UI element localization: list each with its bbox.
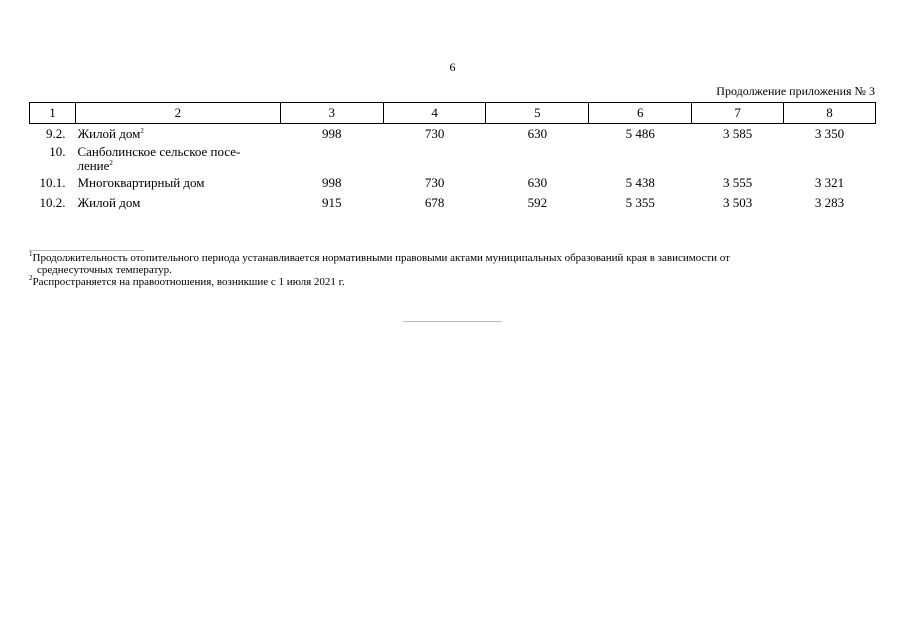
column-header: 5 <box>486 103 589 124</box>
column-header: 8 <box>784 103 876 124</box>
footnote-ref: 2 <box>140 127 144 135</box>
table-cell: 3 321 <box>814 175 845 190</box>
end-divider <box>403 321 502 322</box>
footnote-mark: 1 <box>29 250 33 258</box>
table-cell: 730 <box>424 175 445 190</box>
row-index: 10.1. <box>39 175 66 190</box>
table-row <box>30 196 876 216</box>
page-number: 6 <box>449 60 456 74</box>
column-header: 2 <box>75 103 280 124</box>
footnote-divider <box>29 250 144 251</box>
row-index: 10.2. <box>39 195 66 210</box>
footnote-mark: 2 <box>29 274 33 282</box>
row-name: Санболинское сельское посе- ление$^2$ <box>77 144 241 173</box>
table-row <box>30 145 876 176</box>
table-cell: 630 <box>527 175 548 190</box>
table-cell: 5 438 <box>625 175 655 190</box>
table-cell: 678 <box>424 195 445 210</box>
footnote-ref: 2 <box>109 159 113 167</box>
table-cell: 5 486 <box>625 126 655 141</box>
table-cell: 998 <box>321 126 342 141</box>
table-row <box>30 176 876 196</box>
row-index: 10. <box>49 144 66 159</box>
row-name: Многоквартирный дом <box>77 175 205 190</box>
row-index: 9.2. <box>45 126 66 141</box>
table-cell: 3 503 <box>722 195 753 210</box>
row-name: Жилой дом$^2$ <box>77 126 144 141</box>
table-cell: 3 585 <box>722 126 753 141</box>
column-header: 7 <box>692 103 784 124</box>
column-header: 4 <box>383 103 486 124</box>
table-cell: 730 <box>424 126 445 141</box>
table-cell: 998 <box>321 175 342 190</box>
table-cell: 3 283 <box>814 195 845 210</box>
tariff-table <box>29 102 876 216</box>
table-cell: 915 <box>321 195 342 210</box>
column-header: 1 <box>30 103 76 124</box>
table-cell: 630 <box>527 126 548 141</box>
footnote-continuation: среднесуточных температур. <box>37 264 172 276</box>
footnotes <box>29 252 875 288</box>
table-header-row <box>30 103 876 124</box>
table-cell: 3 350 <box>814 126 845 141</box>
table-cell: 592 <box>527 195 548 210</box>
table-row <box>30 124 876 146</box>
footnote-2: $^2$Распространяется на правоотношения, возникшие с 1 июля 2021 г. <box>29 274 345 288</box>
column-header: 6 <box>589 103 692 124</box>
table-cell: 5 355 <box>625 195 655 210</box>
row-name: Жилой дом <box>77 195 141 210</box>
continuation-label: Продолжение приложения № 3 <box>716 84 875 98</box>
column-header: 3 <box>280 103 383 124</box>
table-cell: 3 555 <box>722 175 753 190</box>
footnote-1: $^1$Продолжительность отопительного периода устанавливается нормативными правовыми актами муниципальных образований края в зависимости от среднесуточных температур. <box>29 252 875 276</box>
